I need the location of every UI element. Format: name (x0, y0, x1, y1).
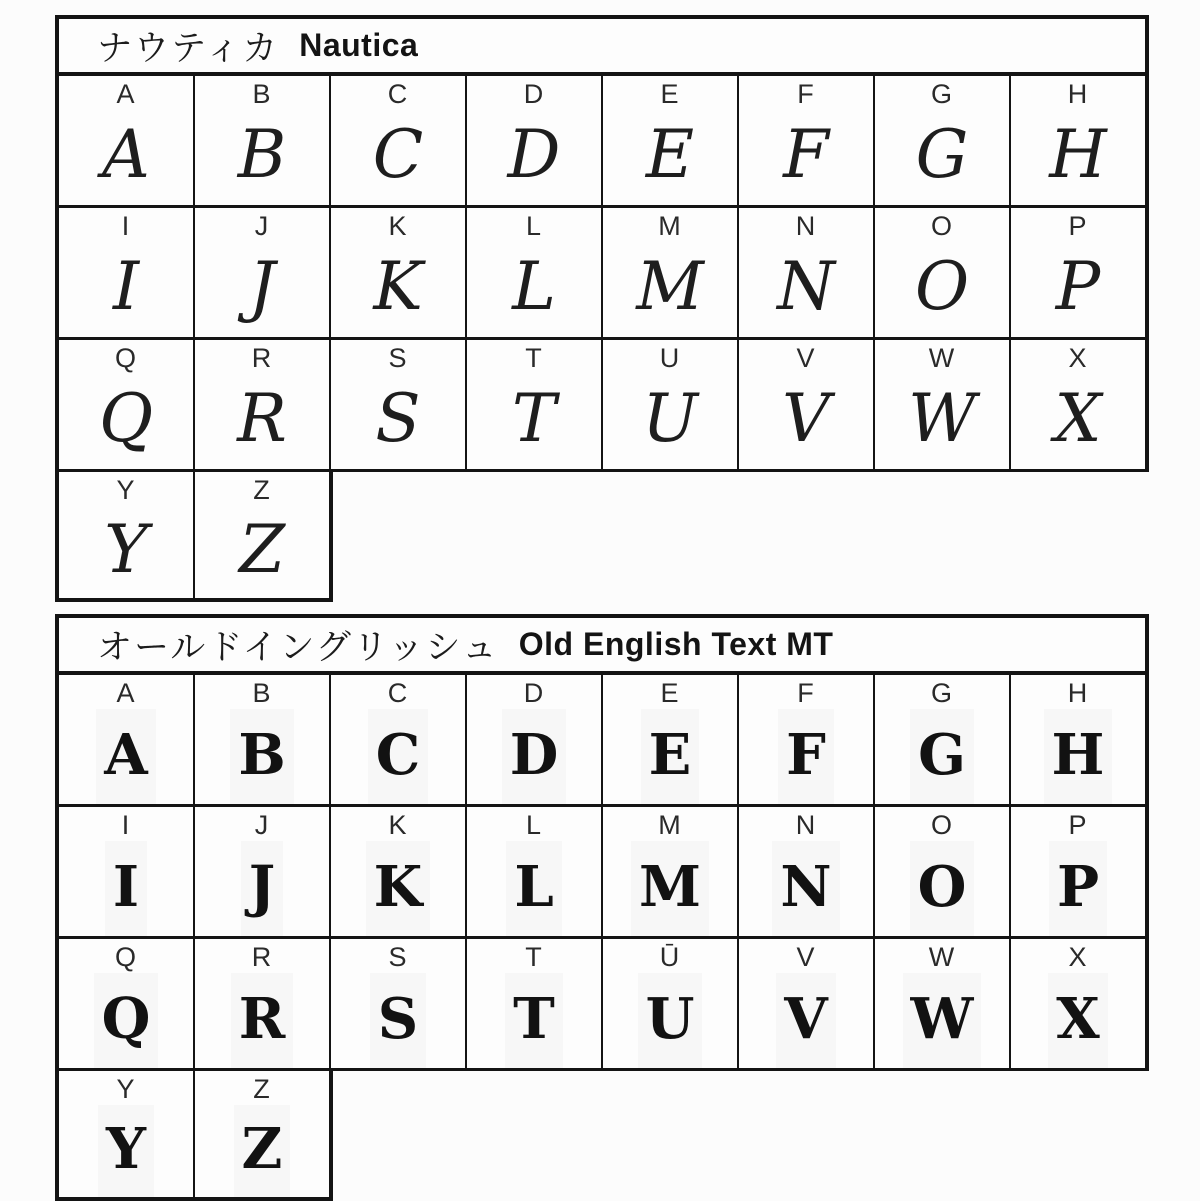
letter-cell-s (331, 939, 467, 1068)
letter-label: C (387, 678, 409, 708)
letter-label: I (121, 211, 131, 241)
letter-glyph-script: R (237, 380, 287, 458)
letter-glyph-blackletter: X (1048, 973, 1107, 1068)
letter-glyph-blackletter: P (1049, 841, 1107, 936)
letter-cell-a (59, 675, 195, 804)
letter-cell-c (331, 76, 467, 205)
letter-label: C (387, 79, 409, 109)
letter-label: B (252, 79, 272, 109)
font-title-japanese: ナウティカ (97, 28, 280, 68)
letter-glyph-blackletter: M (631, 841, 709, 936)
letter-cell-r (195, 340, 331, 469)
letter-cell-x (1011, 939, 1145, 1068)
letter-label: N (795, 211, 817, 241)
letter-cell-l (467, 807, 603, 936)
letter-glyph-script: L (512, 248, 556, 326)
letter-label: T (525, 343, 543, 373)
letter-label: L (525, 211, 543, 241)
letter-label: P (1068, 810, 1088, 840)
letter-cell-g (875, 76, 1011, 205)
letter-glyph-blackletter: Z (234, 1105, 291, 1197)
letter-glyph-blackletter: K (366, 841, 431, 936)
letter-glyph-script: S (375, 380, 421, 458)
letter-glyph-blackletter: J (241, 841, 284, 936)
letter-glyph-script: Z (239, 510, 285, 588)
letter-cell-j (195, 807, 331, 936)
letter-label: Ū (659, 942, 681, 972)
letter-label: Q (114, 942, 137, 972)
letter-cell-z (195, 1071, 329, 1197)
letter-glyph-blackletter: E (641, 709, 700, 804)
letter-cell-t (467, 340, 603, 469)
font-title-english: Old English Text MT (518, 626, 834, 662)
letter-glyph-blackletter: C (368, 709, 429, 804)
letter-cell-h (1011, 675, 1145, 804)
letter-cell-d (467, 76, 603, 205)
letter-row (55, 340, 1149, 472)
letter-label: P (1068, 211, 1088, 241)
letter-glyph-script: Y (104, 510, 148, 588)
letter-cell-v (739, 340, 875, 469)
font-title-japanese: オールドイングリッシュ (97, 627, 499, 667)
letter-glyph-script: E (645, 116, 695, 194)
letter-cell-b (195, 76, 331, 205)
letter-label: K (388, 211, 408, 241)
letter-cell-x (1011, 340, 1145, 469)
old-english-table-header (55, 614, 1149, 675)
letter-label: U (659, 343, 681, 373)
letter-glyph-blackletter: Q (94, 973, 159, 1068)
letter-glyph-script: W (908, 380, 976, 458)
letter-cell-a (59, 76, 195, 205)
letter-label: A (116, 678, 136, 708)
letter-row (55, 939, 1149, 1071)
letter-cell-c (331, 675, 467, 804)
letter-cell-n (739, 807, 875, 936)
letter-label: X (1068, 343, 1088, 373)
letter-cell-i (59, 208, 195, 337)
letter-glyph-script: G (915, 116, 969, 194)
letter-label: Q (114, 343, 137, 373)
letter-label: D (523, 678, 545, 708)
letter-cell-f (739, 76, 875, 205)
letter-label: E (660, 79, 680, 109)
letter-cell-y (59, 1071, 195, 1197)
letter-label: Z (253, 1074, 271, 1104)
letter-label: B (252, 678, 272, 708)
letter-row (55, 472, 333, 602)
nautica-font-table (55, 15, 1149, 602)
letter-label: S (388, 343, 408, 373)
letter-glyph-blackletter: I (105, 841, 147, 936)
letter-label: R (251, 343, 273, 373)
letter-label: A (116, 79, 136, 109)
letter-cell-n (739, 208, 875, 337)
letter-label: O (930, 810, 953, 840)
letter-glyph-blackletter: H (1044, 709, 1113, 804)
letter-cell-u (603, 340, 739, 469)
letter-cell-u (603, 939, 739, 1068)
letter-label: T (525, 942, 543, 972)
letter-glyph-blackletter: S (370, 973, 426, 1068)
letter-label: E (660, 678, 680, 708)
old-english-font-table (55, 614, 1149, 1201)
letter-glyph-script: U (642, 380, 698, 458)
letter-glyph-blackletter: T (505, 973, 563, 1068)
letter-label: H (1067, 79, 1089, 109)
letter-row (55, 76, 1149, 208)
letter-label: W (928, 343, 956, 373)
letter-label: Y (116, 475, 136, 505)
letter-cell-y (59, 472, 195, 598)
letter-glyph-script: M (636, 248, 704, 326)
letter-glyph-script: O (914, 248, 970, 326)
letter-label: S (388, 942, 408, 972)
letter-label: K (388, 810, 408, 840)
letter-cell-m (603, 807, 739, 936)
letter-label: M (658, 810, 682, 840)
letter-cell-r (195, 939, 331, 1068)
letter-label: Z (253, 475, 271, 505)
letter-cell-p (1011, 807, 1145, 936)
letter-cell-l (467, 208, 603, 337)
letter-cell-o (875, 807, 1011, 936)
letter-label: V (796, 343, 816, 373)
letter-glyph-blackletter: W (903, 973, 982, 1068)
letter-row (55, 807, 1149, 939)
letter-label: W (928, 942, 956, 972)
letter-glyph-script: T (511, 380, 557, 458)
letter-cell-p (1011, 208, 1145, 337)
letter-glyph-script: H (1049, 116, 1107, 194)
letter-cell-w (875, 340, 1011, 469)
letter-glyph-script: J (248, 248, 276, 326)
letter-glyph-blackletter: B (230, 709, 293, 804)
letter-glyph-blackletter: A (96, 709, 155, 804)
letter-cell-s (331, 340, 467, 469)
letter-cell-d (467, 675, 603, 804)
letter-label: L (525, 810, 543, 840)
letter-cell-h (1011, 76, 1145, 205)
letter-glyph-script: I (112, 248, 140, 326)
letter-glyph-script: A (102, 116, 150, 194)
letter-rows (55, 675, 1149, 1201)
letter-glyph-blackletter: D (502, 709, 567, 804)
letter-cell-e (603, 76, 739, 205)
letter-glyph-blackletter: G (910, 709, 974, 804)
letter-glyph-script: C (372, 116, 424, 194)
letter-label: H (1067, 678, 1089, 708)
letter-cell-o (875, 208, 1011, 337)
letter-cell-z (195, 472, 329, 598)
letter-glyph-script: B (237, 116, 287, 194)
letter-label: N (795, 810, 817, 840)
letter-cell-b (195, 675, 331, 804)
letter-glyph-blackletter: N (772, 841, 839, 936)
letter-glyph-blackletter: F (778, 709, 834, 804)
letter-label: M (658, 211, 682, 241)
letter-label: J (254, 211, 270, 241)
letter-glyph-script: X (1054, 380, 1102, 458)
letter-cell-e (603, 675, 739, 804)
letter-label: G (930, 79, 953, 109)
letter-glyph-blackletter: U (638, 973, 703, 1068)
letter-cell-g (875, 675, 1011, 804)
letter-glyph-script: K (373, 248, 423, 326)
letter-row (55, 208, 1149, 340)
letter-label: F (797, 678, 815, 708)
letter-label: F (797, 79, 815, 109)
letter-glyph-script: D (507, 116, 561, 194)
letter-cell-k (331, 208, 467, 337)
letter-label: O (930, 211, 953, 241)
letter-label: D (523, 79, 545, 109)
letter-cell-k (331, 807, 467, 936)
letter-label: V (796, 942, 816, 972)
letter-cell-q (59, 939, 195, 1068)
letter-cell-t (467, 939, 603, 1068)
letter-cell-j (195, 208, 331, 337)
letter-glyph-script: F (783, 116, 829, 194)
letter-cell-w (875, 939, 1011, 1068)
letter-cell-m (603, 208, 739, 337)
letter-cell-q (59, 340, 195, 469)
letter-rows (55, 76, 1149, 602)
letter-cell-i (59, 807, 195, 936)
letter-row (55, 675, 1149, 807)
font-title-english: Nautica (299, 27, 419, 63)
letter-label: Y (116, 1074, 136, 1104)
letter-glyph-blackletter: R (231, 973, 294, 1068)
letter-glyph-blackletter: O (910, 841, 975, 936)
letter-cell-v (739, 939, 875, 1068)
letter-label: R (251, 942, 273, 972)
letter-label: G (930, 678, 953, 708)
letter-label: I (121, 810, 131, 840)
letter-row (55, 1071, 333, 1201)
letter-label: J (254, 810, 270, 840)
nautica-table-header (55, 15, 1149, 76)
letter-glyph-script: N (777, 248, 835, 326)
letter-cell-f (739, 675, 875, 804)
letter-glyph-script: P (1055, 248, 1101, 326)
letter-glyph-script: Q (98, 380, 154, 458)
letter-glyph-script: V (782, 380, 830, 458)
letter-glyph-blackletter: V (776, 973, 835, 1068)
letter-glyph-blackletter: Y (98, 1105, 154, 1197)
letter-label: X (1068, 942, 1088, 972)
letter-glyph-blackletter: L (506, 841, 561, 936)
